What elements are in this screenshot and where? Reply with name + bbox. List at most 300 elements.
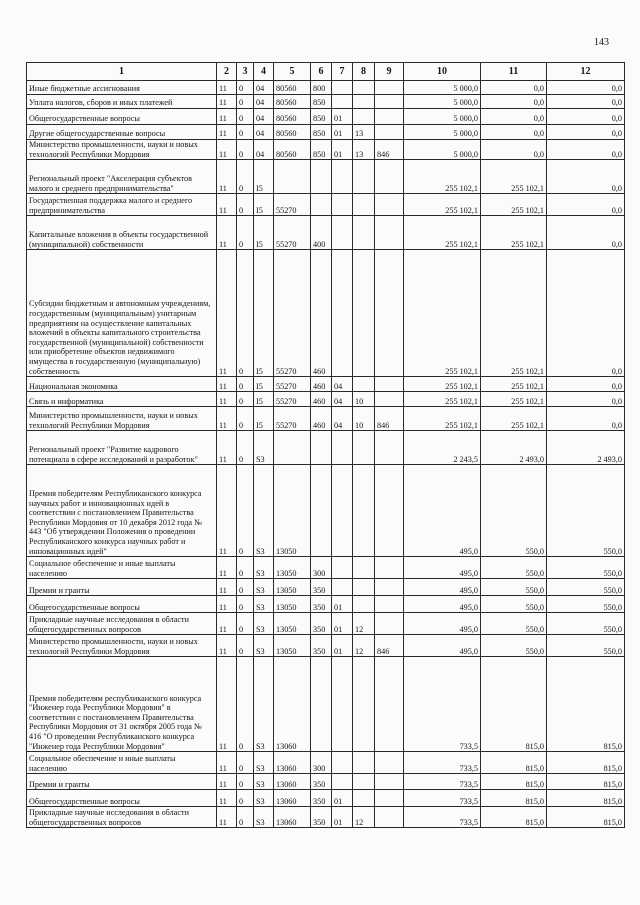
podrazdel-cell: 12 [353,635,375,657]
ministry-code-cell [375,95,404,109]
razdel-cell [332,774,353,790]
ministry-code-cell: 846 [375,635,404,657]
razdel-cell: 01 [332,109,353,125]
code-5-cell: 55270 [274,392,311,407]
code-4-cell: I5 [254,250,274,377]
vid-rashodov-cell: 850 [311,125,332,140]
amount-col-10-cell: 733,5 [404,752,481,774]
amount-col-12-cell: 0,0 [547,140,625,160]
razdel-cell: 01 [332,790,353,807]
razdel-cell [332,160,353,194]
code-5-cell: 80560 [274,81,311,95]
razdel-cell [332,194,353,216]
podrazdel-cell [353,81,375,95]
razdel-cell [332,216,353,250]
podrazdel-cell [353,596,375,613]
amount-col-11-cell: 255 102,1 [481,392,547,407]
amount-col-12-cell: 0,0 [547,377,625,392]
amount-col-11-cell: 550,0 [481,635,547,657]
header-cell: 3 [237,63,254,81]
amount-col-11-cell: 255 102,1 [481,250,547,377]
amount-col-11-cell: 815,0 [481,774,547,790]
podrazdel-cell [353,557,375,579]
razdel-code-cell: 11 [217,465,237,557]
code-4-cell: S3 [254,431,274,465]
podrazdel-cell: 10 [353,407,375,431]
code-4-cell: 04 [254,125,274,140]
razdel-cell: 01 [332,635,353,657]
ministry-code-cell [375,194,404,216]
header-cell: 9 [375,63,404,81]
razdel-code-cell: 11 [217,752,237,774]
vid-rashodov-cell: 460 [311,407,332,431]
ministry-code-cell [375,377,404,392]
vid-rashodov-cell: 800 [311,81,332,95]
podrazdel-cell [353,377,375,392]
ministry-code-cell [375,109,404,125]
razdel-code-cell: 11 [217,613,237,635]
amount-col-10-cell: 495,0 [404,596,481,613]
vid-rashodov-cell: 850 [311,109,332,125]
table-row [27,140,625,160]
code-3-cell: 0 [237,194,254,216]
row-name-cell: Региональный проект "Развитие кадрового потенциала в сфере исследований и разработок" [27,431,217,465]
amount-col-10-cell: 255 102,1 [404,194,481,216]
ministry-code-cell [375,774,404,790]
code-3-cell: 0 [237,635,254,657]
ministry-code-cell [375,613,404,635]
code-4-cell: S3 [254,790,274,807]
razdel-code-cell: 11 [217,160,237,194]
vid-rashodov-cell: 350 [311,579,332,596]
code-4-cell: 04 [254,81,274,95]
ministry-code-cell [375,392,404,407]
amount-col-11-cell: 815,0 [481,752,547,774]
code-5-cell: 13050 [274,635,311,657]
vid-rashodov-cell [311,657,332,752]
code-3-cell: 0 [237,752,254,774]
ministry-code-cell [375,579,404,596]
razdel-cell: 01 [332,596,353,613]
amount-col-10-cell: 255 102,1 [404,407,481,431]
header-cell: 5 [274,63,311,81]
amount-col-10-cell: 733,5 [404,774,481,790]
code-5-cell: 13060 [274,807,311,828]
table-row [27,807,625,828]
table-row [27,109,625,125]
row-name-cell: Министерство промышленности, науки и новых технологий Республики Мордовия [27,407,217,431]
amount-col-11-cell: 0,0 [481,81,547,95]
vid-rashodov-cell: 850 [311,95,332,109]
table-row [27,774,625,790]
razdel-code-cell: 11 [217,657,237,752]
vid-rashodov-cell: 850 [311,140,332,160]
amount-col-10-cell: 5 000,0 [404,125,481,140]
code-4-cell: 04 [254,140,274,160]
table-row [27,81,625,95]
code-5-cell [274,160,311,194]
code-3-cell: 0 [237,431,254,465]
razdel-code-cell: 11 [217,790,237,807]
vid-rashodov-cell: 300 [311,557,332,579]
podrazdel-cell [353,579,375,596]
podrazdel-cell [353,160,375,194]
amount-col-11-cell: 550,0 [481,557,547,579]
code-3-cell: 0 [237,579,254,596]
amount-col-12-cell: 0,0 [547,194,625,216]
ministry-code-cell [375,216,404,250]
razdel-code-cell: 11 [217,579,237,596]
ministry-code-cell: 846 [375,140,404,160]
amount-col-12-cell: 550,0 [547,635,625,657]
code-5-cell: 55270 [274,216,311,250]
razdel-code-cell: 11 [217,392,237,407]
amount-col-12-cell: 815,0 [547,774,625,790]
amount-col-12-cell: 0,0 [547,392,625,407]
code-3-cell: 0 [237,216,254,250]
table-row [27,95,625,109]
row-name-cell: Связь и информатика [27,392,217,407]
vid-rashodov-cell: 400 [311,216,332,250]
amount-col-12-cell: 0,0 [547,125,625,140]
amount-col-10-cell: 495,0 [404,635,481,657]
amount-col-12-cell: 0,0 [547,216,625,250]
amount-col-10-cell: 2 243,5 [404,431,481,465]
code-3-cell: 0 [237,465,254,557]
razdel-cell [332,752,353,774]
amount-col-10-cell: 495,0 [404,613,481,635]
podrazdel-cell: 10 [353,392,375,407]
row-name-cell: Премии и гранты [27,579,217,596]
code-4-cell: 04 [254,109,274,125]
podrazdel-cell [353,109,375,125]
razdel-code-cell: 11 [217,431,237,465]
row-name-cell: Другие общегосударственные вопросы [27,125,217,140]
row-name-cell: Общегосударственные вопросы [27,790,217,807]
row-name-cell: Общегосударственные вопросы [27,596,217,613]
amount-col-11-cell: 550,0 [481,579,547,596]
amount-col-12-cell: 0,0 [547,250,625,377]
amount-col-10-cell: 733,5 [404,657,481,752]
razdel-code-cell: 11 [217,377,237,392]
podrazdel-cell [353,790,375,807]
razdel-code-cell: 11 [217,635,237,657]
table-row [27,557,625,579]
code-4-cell: S3 [254,465,274,557]
row-name-cell: Социальное обеспечение и иные выплаты населению [27,557,217,579]
code-3-cell: 0 [237,657,254,752]
ministry-code-cell [375,807,404,828]
table-row [27,194,625,216]
razdel-cell [332,657,353,752]
code-5-cell [274,431,311,465]
code-4-cell: S3 [254,752,274,774]
header-cell: 7 [332,63,353,81]
amount-col-12-cell: 550,0 [547,596,625,613]
podrazdel-cell [353,216,375,250]
podrazdel-cell [353,752,375,774]
amount-col-10-cell: 5 000,0 [404,95,481,109]
row-name-cell: Субсидии бюджетным и автономным учреждениям, государственным (муниципальным) унитарным предприятиям на осуществление капитальных вложений в объекты капитального строительства государственной (муниципальной) собственности или приобретение объектов недвижимого имущества в государственную (муниципальную) собственность [27,250,217,377]
vid-rashodov-cell: 350 [311,774,332,790]
table-body [27,63,625,828]
table-row [27,250,625,377]
ministry-code-cell [375,125,404,140]
table-row [27,431,625,465]
vid-rashodov-cell: 350 [311,613,332,635]
row-name-cell: Министерство промышленности, науки и новых технологий Республики Мордовия [27,140,217,160]
code-5-cell: 55270 [274,250,311,377]
vid-rashodov-cell [311,465,332,557]
razdel-code-cell: 11 [217,81,237,95]
amount-col-11-cell: 0,0 [481,125,547,140]
code-5-cell: 13050 [274,613,311,635]
razdel-code-cell: 11 [217,109,237,125]
row-name-cell: Общегосударственные вопросы [27,109,217,125]
amount-col-12-cell: 0,0 [547,95,625,109]
amount-col-12-cell: 0,0 [547,160,625,194]
vid-rashodov-cell [311,431,332,465]
razdel-cell: 04 [332,377,353,392]
podrazdel-cell: 13 [353,140,375,160]
header-cell: 2 [217,63,237,81]
razdel-code-cell: 11 [217,216,237,250]
row-name-cell: Прикладные научные исследования в области общегосударственных вопросов [27,613,217,635]
vid-rashodov-cell [311,160,332,194]
code-4-cell: S3 [254,657,274,752]
code-3-cell: 0 [237,377,254,392]
code-5-cell: 13060 [274,774,311,790]
amount-col-12-cell: 0,0 [547,81,625,95]
vid-rashodov-cell: 350 [311,790,332,807]
razdel-cell: 01 [332,613,353,635]
table-row [27,377,625,392]
razdel-cell: 01 [332,125,353,140]
row-name-cell: Премия победителям республиканского конкурса "Инженер года Республики Мордовия" в соответствии с постановлением Правительства Республики Мордовия от 31 октября 2005 года № 416 "О проведении Республиканского конкурса "Инженер года Республики Мордовия" [27,657,217,752]
razdel-code-cell: 11 [217,125,237,140]
razdel-code-cell: 11 [217,194,237,216]
razdel-code-cell: 11 [217,407,237,431]
table-row [27,790,625,807]
razdel-cell: 04 [332,407,353,431]
table-row [27,752,625,774]
table-row [27,635,625,657]
code-4-cell: S3 [254,557,274,579]
code-5-cell: 80560 [274,95,311,109]
amount-col-10-cell: 733,5 [404,807,481,828]
code-5-cell: 55270 [274,407,311,431]
code-3-cell: 0 [237,125,254,140]
amount-col-12-cell: 815,0 [547,807,625,828]
code-5-cell: 13060 [274,752,311,774]
code-4-cell: S3 [254,807,274,828]
code-5-cell: 13050 [274,465,311,557]
podrazdel-cell: 13 [353,125,375,140]
amount-col-11-cell: 550,0 [481,465,547,557]
code-4-cell: S3 [254,596,274,613]
code-4-cell: I5 [254,160,274,194]
budget-table [26,62,625,828]
razdel-code-cell: 11 [217,250,237,377]
code-3-cell: 0 [237,140,254,160]
amount-col-12-cell: 0,0 [547,407,625,431]
razdel-cell: 01 [332,140,353,160]
header-cell: 4 [254,63,274,81]
code-3-cell: 0 [237,790,254,807]
code-3-cell: 0 [237,407,254,431]
razdel-code-cell: 11 [217,774,237,790]
header-cell: 10 [404,63,481,81]
amount-col-10-cell: 5 000,0 [404,81,481,95]
razdel-cell [332,465,353,557]
table-row [27,613,625,635]
razdel-cell [332,81,353,95]
code-5-cell: 80560 [274,140,311,160]
code-5-cell: 13050 [274,596,311,613]
code-3-cell: 0 [237,81,254,95]
vid-rashodov-cell: 350 [311,807,332,828]
amount-col-11-cell: 255 102,1 [481,377,547,392]
code-4-cell: I5 [254,216,274,250]
code-5-cell: 13060 [274,657,311,752]
ministry-code-cell [375,160,404,194]
code-5-cell: 13050 [274,579,311,596]
table-header-row [27,63,625,81]
code-4-cell: S3 [254,635,274,657]
podrazdel-cell [353,194,375,216]
razdel-code-cell: 11 [217,95,237,109]
header-cell: 1 [27,63,217,81]
code-3-cell: 0 [237,109,254,125]
razdel-cell [332,95,353,109]
vid-rashodov-cell: 460 [311,392,332,407]
amount-col-11-cell: 815,0 [481,807,547,828]
amount-col-12-cell: 815,0 [547,752,625,774]
razdel-cell: 04 [332,392,353,407]
code-3-cell: 0 [237,95,254,109]
vid-rashodov-cell [311,194,332,216]
header-cell: 11 [481,63,547,81]
amount-col-12-cell: 550,0 [547,613,625,635]
amount-col-10-cell: 733,5 [404,790,481,807]
ministry-code-cell [375,557,404,579]
vid-rashodov-cell: 300 [311,752,332,774]
razdel-cell: 01 [332,807,353,828]
code-3-cell: 0 [237,774,254,790]
code-4-cell: S3 [254,579,274,596]
code-3-cell: 0 [237,250,254,377]
amount-col-12-cell: 815,0 [547,657,625,752]
code-3-cell: 0 [237,160,254,194]
code-5-cell: 55270 [274,377,311,392]
amount-col-10-cell: 5 000,0 [404,140,481,160]
code-4-cell: I5 [254,407,274,431]
code-3-cell: 0 [237,557,254,579]
amount-col-11-cell: 2 493,0 [481,431,547,465]
amount-col-10-cell: 495,0 [404,557,481,579]
podrazdel-cell: 12 [353,613,375,635]
code-4-cell: S3 [254,613,274,635]
header-cell: 8 [353,63,375,81]
amount-col-12-cell: 815,0 [547,790,625,807]
amount-col-11-cell: 0,0 [481,95,547,109]
row-name-cell: Премия победителям Республиканского конкурса научных работ и инновационных идей в соответствии с постановлением Правительства Республики Мордовия от 10 декабря 2012 года № 443 "Об утверждении Положения о проведении Республиканского конкурса научных работ и инновационных идей" [27,465,217,557]
podrazdel-cell [353,465,375,557]
row-name-cell: Государственная поддержка малого и среднего предпринимательства [27,194,217,216]
amount-col-11-cell: 550,0 [481,613,547,635]
page-number: 143 [594,37,609,48]
ministry-code-cell [375,250,404,377]
table-row [27,596,625,613]
ministry-code-cell [375,465,404,557]
table-row [27,407,625,431]
podrazdel-cell [353,774,375,790]
amount-col-11-cell: 255 102,1 [481,194,547,216]
code-4-cell: S3 [254,774,274,790]
header-cell: 12 [547,63,625,81]
code-5-cell: 80560 [274,125,311,140]
amount-col-11-cell: 255 102,1 [481,160,547,194]
code-4-cell: 04 [254,95,274,109]
amount-col-12-cell: 550,0 [547,465,625,557]
razdel-code-cell: 11 [217,557,237,579]
code-4-cell: I5 [254,377,274,392]
amount-col-11-cell: 550,0 [481,596,547,613]
razdel-code-cell: 11 [217,140,237,160]
razdel-code-cell: 11 [217,596,237,613]
ministry-code-cell [375,431,404,465]
amount-col-12-cell: 550,0 [547,557,625,579]
podrazdel-cell [353,431,375,465]
ministry-code-cell [375,752,404,774]
amount-col-12-cell: 0,0 [547,109,625,125]
code-5-cell: 80560 [274,109,311,125]
amount-col-11-cell: 815,0 [481,657,547,752]
vid-rashodov-cell: 460 [311,377,332,392]
header-cell: 6 [311,63,332,81]
row-name-cell: Министерство промышленности, науки и новых технологий Республики Мордовия [27,635,217,657]
amount-col-11-cell: 255 102,1 [481,216,547,250]
table-row [27,216,625,250]
code-4-cell: I5 [254,392,274,407]
amount-col-10-cell: 255 102,1 [404,392,481,407]
table-row [27,392,625,407]
amount-col-12-cell: 550,0 [547,579,625,596]
code-3-cell: 0 [237,613,254,635]
podrazdel-cell [353,250,375,377]
code-3-cell: 0 [237,596,254,613]
code-3-cell: 0 [237,392,254,407]
row-name-cell: Прикладные научные исследования в области общегосударственных вопросов [27,807,217,828]
row-name-cell: Региональный проект "Акселерация субъектов малого и среднего предпринимательства" [27,160,217,194]
row-name-cell: Иные бюджетные ассигнования [27,81,217,95]
row-name-cell: Капитальные вложения в объекты государственной (муниципальной) собственности [27,216,217,250]
podrazdel-cell [353,95,375,109]
row-name-cell: Национальная экономика [27,377,217,392]
amount-col-12-cell: 2 493,0 [547,431,625,465]
vid-rashodov-cell: 460 [311,250,332,377]
row-name-cell: Уплата налогов, сборов и иных платежей [27,95,217,109]
podrazdel-cell: 12 [353,807,375,828]
code-5-cell: 55270 [274,194,311,216]
amount-col-10-cell: 255 102,1 [404,250,481,377]
table-row [27,125,625,140]
ministry-code-cell [375,81,404,95]
amount-col-11-cell: 255 102,1 [481,407,547,431]
amount-col-10-cell: 255 102,1 [404,377,481,392]
table-row [27,465,625,557]
amount-col-10-cell: 255 102,1 [404,216,481,250]
